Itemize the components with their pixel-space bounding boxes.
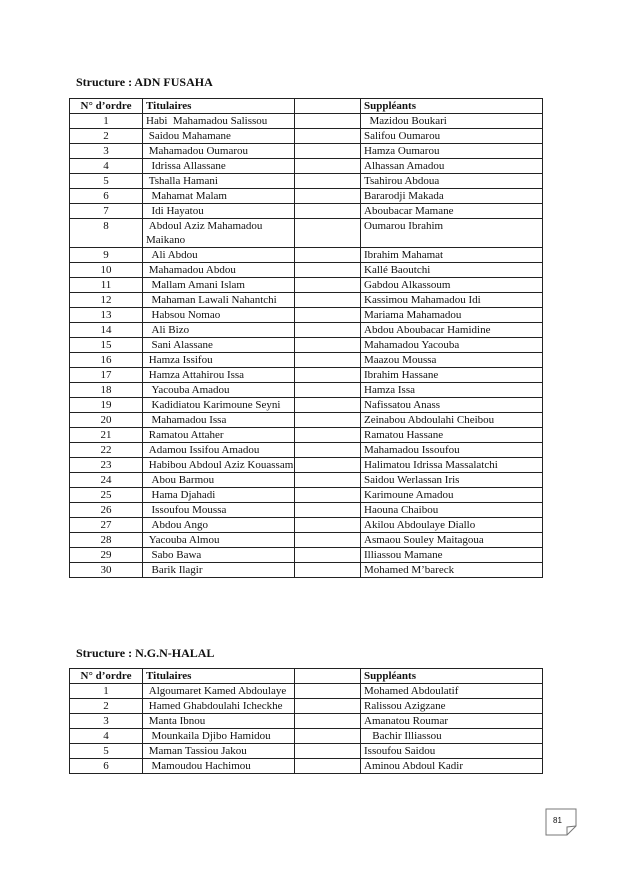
table-row — [70, 189, 543, 204]
order-number-cell: 29 — [70, 548, 143, 563]
table-row — [70, 744, 543, 759]
empty-cell — [295, 533, 361, 548]
order-number-cell: 3 — [70, 714, 143, 729]
column-header: Titulaires — [143, 669, 295, 684]
suppleant-cell: Mazidou Boukari — [361, 114, 543, 129]
suppleant-cell: Issoufou Saidou — [361, 744, 543, 759]
order-number-cell: 11 — [70, 278, 143, 293]
table-row — [70, 308, 543, 323]
table-row — [70, 473, 543, 488]
titulaire-cell: Yacouba Almou — [143, 533, 295, 548]
suppleant-cell: Haouna Chaibou — [361, 503, 543, 518]
table-row — [70, 278, 543, 293]
suppleant-cell: Akilou Abdoulaye Diallo — [361, 518, 543, 533]
order-number-cell: 15 — [70, 338, 143, 353]
empty-cell — [295, 428, 361, 443]
titulaire-cell: Mounkaila Djibo Hamidou — [143, 729, 295, 744]
order-number-cell: 6 — [70, 189, 143, 204]
suppleant-cell: Aminou Abdoul Kadir — [361, 759, 543, 774]
table-row — [70, 248, 543, 263]
titulaire-cell: Habsou Nomao — [143, 308, 295, 323]
empty-cell — [295, 563, 361, 578]
suppleant-cell: Bararodji Makada — [361, 189, 543, 204]
empty-cell — [295, 204, 361, 219]
table-row — [70, 714, 543, 729]
titulaire-cell: Hamza Issifou — [143, 353, 295, 368]
order-number-cell: 14 — [70, 323, 143, 338]
table-row — [70, 533, 543, 548]
table-row — [70, 114, 543, 129]
table-header-row — [70, 99, 543, 114]
empty-cell — [295, 323, 361, 338]
titulaire-cell: Idi Hayatou — [143, 204, 295, 219]
titulaire-cell: Algoumaret Kamed Abdoulaye — [143, 684, 295, 699]
table-row — [70, 383, 543, 398]
table-row — [70, 219, 543, 248]
suppleant-cell: Mahamadou Yacouba — [361, 338, 543, 353]
column-header — [295, 99, 361, 114]
suppleant-cell: Ibrahim Hassane — [361, 368, 543, 383]
table-row — [70, 503, 543, 518]
suppleant-cell: Amanatou Roumar — [361, 714, 543, 729]
titulaire-cell: Mahamadou Issa — [143, 413, 295, 428]
suppleant-cell: Illiassou Mamane — [361, 548, 543, 563]
table-row — [70, 263, 543, 278]
empty-cell — [295, 174, 361, 189]
titulaire-cell: Maman Tassiou Jakou — [143, 744, 295, 759]
table-row — [70, 729, 543, 744]
empty-cell — [295, 458, 361, 473]
empty-cell — [295, 278, 361, 293]
suppleant-cell: Ibrahim Mahamat — [361, 248, 543, 263]
order-number-cell: 18 — [70, 383, 143, 398]
table-row — [70, 204, 543, 219]
suppleant-cell: Aboubacar Mamane — [361, 204, 543, 219]
order-number-cell: 10 — [70, 263, 143, 278]
table-row — [70, 428, 543, 443]
table-row — [70, 759, 543, 774]
empty-cell — [295, 338, 361, 353]
empty-cell — [295, 413, 361, 428]
order-number-cell: 4 — [70, 159, 143, 174]
titulaire-cell: Ramatou Attaher — [143, 428, 295, 443]
suppleant-cell: Ramatou Hassane — [361, 428, 543, 443]
empty-cell — [295, 248, 361, 263]
empty-cell — [295, 443, 361, 458]
empty-cell — [295, 699, 361, 714]
order-number-cell: 23 — [70, 458, 143, 473]
empty-cell — [295, 398, 361, 413]
table-row — [70, 488, 543, 503]
suppleant-cell: Hamza Issa — [361, 383, 543, 398]
column-header: N° d’ordre — [70, 669, 143, 684]
empty-cell — [295, 308, 361, 323]
suppleant-cell: Zeinabou Abdoulahi Cheibou — [361, 413, 543, 428]
empty-cell — [295, 383, 361, 398]
order-number-cell: 19 — [70, 398, 143, 413]
section-title: Structure : ADN FUSAHA — [76, 75, 213, 89]
table-row — [70, 174, 543, 189]
suppleant-cell: Saidou Werlassan Iris — [361, 473, 543, 488]
suppleant-cell: Maazou Moussa — [361, 353, 543, 368]
empty-cell — [295, 189, 361, 204]
empty-cell — [295, 488, 361, 503]
table-header-row — [70, 669, 543, 684]
titulaire-cell: Mahamat Malam — [143, 189, 295, 204]
titulaire-cell: Habi Mahamadou Salissou — [143, 114, 295, 129]
roster-table — [69, 668, 543, 774]
table-row — [70, 684, 543, 699]
titulaire-cell: Abdou Ango — [143, 518, 295, 533]
titulaire-cell: Mahaman Lawali Nahantchi — [143, 293, 295, 308]
empty-cell — [295, 293, 361, 308]
titulaire-cell: Hama Djahadi — [143, 488, 295, 503]
order-number-cell: 26 — [70, 503, 143, 518]
order-number-cell: 5 — [70, 744, 143, 759]
order-number-cell: 1 — [70, 684, 143, 699]
titulaire-cell: Yacouba Amadou — [143, 383, 295, 398]
empty-cell — [295, 114, 361, 129]
order-number-cell: 17 — [70, 368, 143, 383]
suppleant-cell: Mahamadou Issoufou — [361, 443, 543, 458]
order-number-cell: 5 — [70, 174, 143, 189]
order-number-cell: 16 — [70, 353, 143, 368]
titulaire-cell: Tshalla Hamani — [143, 174, 295, 189]
table-row — [70, 518, 543, 533]
titulaire-cell: Abdoul Aziz Mahamadou Maikano — [143, 219, 295, 248]
suppleant-cell: Asmaou Souley Maitagoua — [361, 533, 543, 548]
suppleant-cell: Hamza Oumarou — [361, 144, 543, 159]
suppleant-cell: Mohamed Abdoulatif — [361, 684, 543, 699]
suppleant-cell: Nafissatou Anass — [361, 398, 543, 413]
titulaire-cell: Ali Abdou — [143, 248, 295, 263]
order-number-cell: 2 — [70, 129, 143, 144]
order-number-cell: 21 — [70, 428, 143, 443]
suppleant-cell: Salifou Oumarou — [361, 129, 543, 144]
table-row — [70, 458, 543, 473]
suppleant-cell: Oumarou Ibrahim — [361, 219, 543, 248]
table-row — [70, 443, 543, 458]
titulaire-cell: Mamoudou Hachimou — [143, 759, 295, 774]
titulaire-cell: Idrissa Allassane — [143, 159, 295, 174]
order-number-cell: 2 — [70, 699, 143, 714]
table-row — [70, 293, 543, 308]
empty-cell — [295, 219, 361, 248]
page-number: 81 — [553, 816, 562, 825]
empty-cell — [295, 503, 361, 518]
table-row — [70, 144, 543, 159]
page-number-box — [545, 808, 575, 834]
suppleant-cell: Halimatou Idrissa Massalatchi — [361, 458, 543, 473]
suppleant-cell: Mariama Mahamadou — [361, 308, 543, 323]
titulaire-cell: Barik Ilagir — [143, 563, 295, 578]
roster-table — [69, 98, 543, 578]
order-number-cell: 28 — [70, 533, 143, 548]
order-number-cell: 27 — [70, 518, 143, 533]
empty-cell — [295, 263, 361, 278]
titulaire-cell: Saidou Mahamane — [143, 129, 295, 144]
table-row — [70, 323, 543, 338]
table-row — [70, 129, 543, 144]
empty-cell — [295, 518, 361, 533]
suppleant-cell: Gabdou Alkassoum — [361, 278, 543, 293]
empty-cell — [295, 159, 361, 174]
titulaire-cell: Mahamadou Abdou — [143, 263, 295, 278]
empty-cell — [295, 714, 361, 729]
column-header: N° d’ordre — [70, 99, 143, 114]
titulaire-cell: Mallam Amani Islam — [143, 278, 295, 293]
suppleant-cell: Bachir Illiassou — [361, 729, 543, 744]
titulaire-cell: Manta Ibnou — [143, 714, 295, 729]
order-number-cell: 6 — [70, 759, 143, 774]
titulaire-cell: Adamou Issifou Amadou — [143, 443, 295, 458]
table-row — [70, 159, 543, 174]
order-number-cell: 22 — [70, 443, 143, 458]
empty-cell — [295, 368, 361, 383]
titulaire-cell: Hamed Ghabdoulahi Icheckhe — [143, 699, 295, 714]
titulaire-cell: Issoufou Moussa — [143, 503, 295, 518]
suppleant-cell: Alhassan Amadou — [361, 159, 543, 174]
order-number-cell: 4 — [70, 729, 143, 744]
empty-cell — [295, 729, 361, 744]
titulaire-cell: Ali Bizo — [143, 323, 295, 338]
order-number-cell: 7 — [70, 204, 143, 219]
empty-cell — [295, 473, 361, 488]
empty-cell — [295, 353, 361, 368]
empty-cell — [295, 144, 361, 159]
suppleant-cell: Karimoune Amadou — [361, 488, 543, 503]
suppleant-cell: Kassimou Mahamadou Idi — [361, 293, 543, 308]
order-number-cell: 3 — [70, 144, 143, 159]
table-row — [70, 563, 543, 578]
suppleant-cell: Tsahirou Abdoua — [361, 174, 543, 189]
empty-cell — [295, 129, 361, 144]
table-row — [70, 398, 543, 413]
order-number-cell: 20 — [70, 413, 143, 428]
titulaire-cell: Mahamadou Oumarou — [143, 144, 295, 159]
table-row — [70, 548, 543, 563]
empty-cell — [295, 744, 361, 759]
column-header — [295, 669, 361, 684]
titulaire-cell: Sabo Bawa — [143, 548, 295, 563]
column-header: Suppléants — [361, 669, 543, 684]
suppleant-cell: Kallé Baoutchi — [361, 263, 543, 278]
suppleant-cell: Abdou Aboubacar Hamidine — [361, 323, 543, 338]
titulaire-cell: Kadidiatou Karimoune Seyni — [143, 398, 295, 413]
order-number-cell: 24 — [70, 473, 143, 488]
suppleant-cell: Mohamed M’bareck — [361, 563, 543, 578]
table-row — [70, 699, 543, 714]
order-number-cell: 12 — [70, 293, 143, 308]
order-number-cell: 13 — [70, 308, 143, 323]
empty-cell — [295, 548, 361, 563]
order-number-cell: 25 — [70, 488, 143, 503]
suppleant-cell: Ralissou Azigzane — [361, 699, 543, 714]
empty-cell — [295, 759, 361, 774]
table-row — [70, 353, 543, 368]
section-title: Structure : N.G.N-HALAL — [76, 646, 215, 660]
empty-cell — [295, 684, 361, 699]
titulaire-cell: Habibou Abdoul Aziz Kouassam — [143, 458, 295, 473]
table-row — [70, 338, 543, 353]
column-header: Titulaires — [143, 99, 295, 114]
order-number-cell: 30 — [70, 563, 143, 578]
titulaire-cell: Abou Barmou — [143, 473, 295, 488]
order-number-cell: 9 — [70, 248, 143, 263]
table-row — [70, 368, 543, 383]
order-number-cell: 1 — [70, 114, 143, 129]
table-row — [70, 413, 543, 428]
order-number-cell: 8 — [70, 219, 143, 248]
column-header: Suppléants — [361, 99, 543, 114]
titulaire-cell: Hamza Attahirou Issa — [143, 368, 295, 383]
titulaire-cell: Sani Alassane — [143, 338, 295, 353]
